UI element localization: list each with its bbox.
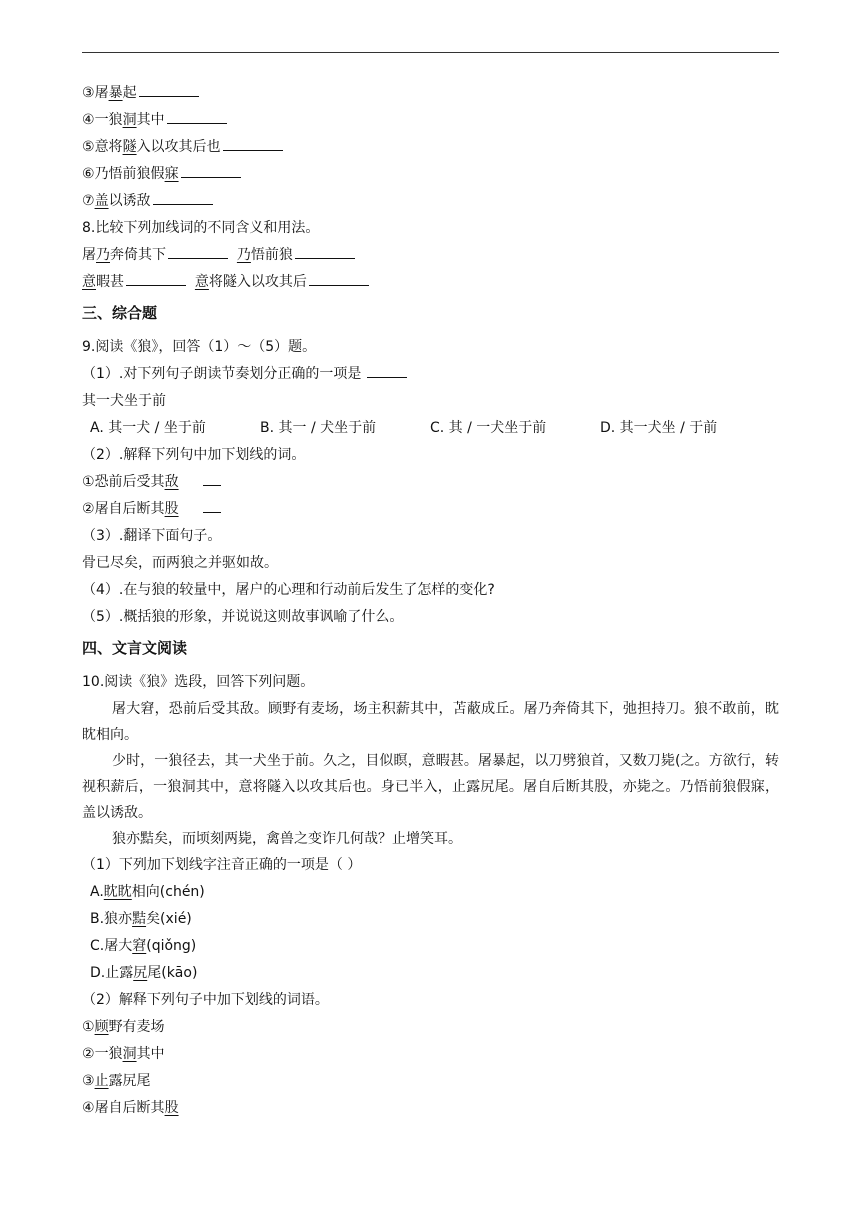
answer-blank[interactable]	[181, 163, 241, 178]
question-9-part-3: （3）.翻译下面句子。	[82, 528, 222, 544]
question-10-title: 10.阅读《狼》选段，回答下列问题。	[82, 674, 315, 690]
passage-paragraph-3: 狼亦黠矣，而顷刻两毙，禽兽之变诈几何哉？止增笑耳。	[112, 831, 462, 847]
question-9-part-5: （5）.概括狼的形象，并说说这则故事讽喻了什么。	[82, 609, 404, 625]
answer-blank[interactable]	[203, 498, 221, 513]
choice-options	[82, 415, 779, 442]
answer-blank[interactable]	[367, 363, 407, 378]
option-a[interactable]: A.眈眈相向(chén)	[90, 884, 205, 900]
answer-blank[interactable]	[295, 244, 355, 259]
question-9-title: 9.阅读《狼》，回答（1）～（5）题。	[82, 339, 317, 355]
list-item: ⑤意将隧入以攻其后也	[82, 134, 779, 161]
question-9-part-2: （2）.解释下列句中加下划线的词。	[82, 447, 306, 463]
answer-blank[interactable]	[139, 82, 199, 97]
answer-blank[interactable]	[167, 109, 227, 124]
list-item: ④屠自后断其股	[82, 1100, 179, 1116]
section-heading: 三、综合题	[82, 304, 158, 322]
option-b[interactable]: B. 其一 / 犬坐于前	[260, 420, 377, 436]
answer-blank[interactable]	[203, 471, 221, 486]
question-8-row-1: 屠乃奔倚其下 乃悟前狼	[82, 242, 779, 269]
answer-blank[interactable]	[153, 190, 213, 205]
question-10-part-1: （1）下列加下划线字注音正确的一项是（ ）	[82, 857, 362, 873]
document-page	[82, 80, 779, 1122]
question-9-part-1: （1）.对下列句子朗读节奏划分正确的一项是	[82, 361, 779, 388]
list-item: ②屠自后断其股	[82, 496, 779, 523]
question-8-title: 8.比较下列加线词的不同含义和用法。	[82, 220, 320, 236]
section-heading: 四、文言文阅读	[82, 639, 188, 657]
option-d[interactable]: D.止露尻尾(kāo)	[90, 965, 198, 981]
question-9-translate-sentence: 骨已尽矣，而两狼之并驱如故。	[82, 555, 278, 571]
answer-blank[interactable]	[126, 271, 186, 286]
list-item: ⑥乃悟前狼假寐	[82, 161, 779, 188]
question-9-part-4: （4）.在与狼的较量中，屠户的心理和行动前后发生了怎样的变化?	[82, 582, 495, 598]
answer-blank[interactable]	[168, 244, 228, 259]
question-9-sentence: 其一犬坐于前	[82, 393, 166, 409]
question-10-part-2: （2）解释下列句子中加下划线的词语。	[82, 992, 329, 1008]
option-c[interactable]: C. 其 / 一犬坐于前	[430, 420, 547, 436]
list-item: ①恐前后受其敌	[82, 469, 779, 496]
list-item: ③止露尻尾	[82, 1073, 151, 1089]
option-a[interactable]: A. 其一犬 / 坐于前	[90, 420, 206, 436]
option-d[interactable]: D. 其一犬坐 / 于前	[600, 420, 718, 436]
passage-paragraph-2: 少时，一狼径去，其一犬坐于前。久之，目似瞑，意暇甚。屠暴起，以刀劈狼首，又数刀毙(之。方欲行，转视积薪后，一狼洞其中，意将隧入以攻其后也。身已半入，止露尻尾。屠自后断其股，亦毙之。乃悟前狼假寐，盖以诱敌。	[82, 753, 779, 821]
answer-blank[interactable]	[309, 271, 369, 286]
header-rule	[82, 52, 779, 53]
passage-paragraph-1: 屠大窘，恐前后受其敌。顾野有麦场，场主积薪其中，苫蔽成丘。屠乃奔倚其下，弛担持刀。狼不敢前，眈眈相向。	[82, 701, 779, 743]
list-item: ④一狼洞其中	[82, 107, 779, 134]
list-item: ②一狼洞其中	[82, 1046, 165, 1062]
list-item: ③屠暴起	[82, 80, 779, 107]
answer-blank[interactable]	[223, 136, 283, 151]
question-8-row-2: 意暇甚 意将隧入以攻其后	[82, 269, 779, 296]
option-c[interactable]: C.屠大窘(qiǒng)	[90, 938, 197, 954]
option-b[interactable]: B.狼亦黠矣(xié)	[90, 911, 192, 927]
list-item: ①顾野有麦场	[82, 1019, 165, 1035]
list-item: ⑦盖以诱敌	[82, 188, 779, 215]
